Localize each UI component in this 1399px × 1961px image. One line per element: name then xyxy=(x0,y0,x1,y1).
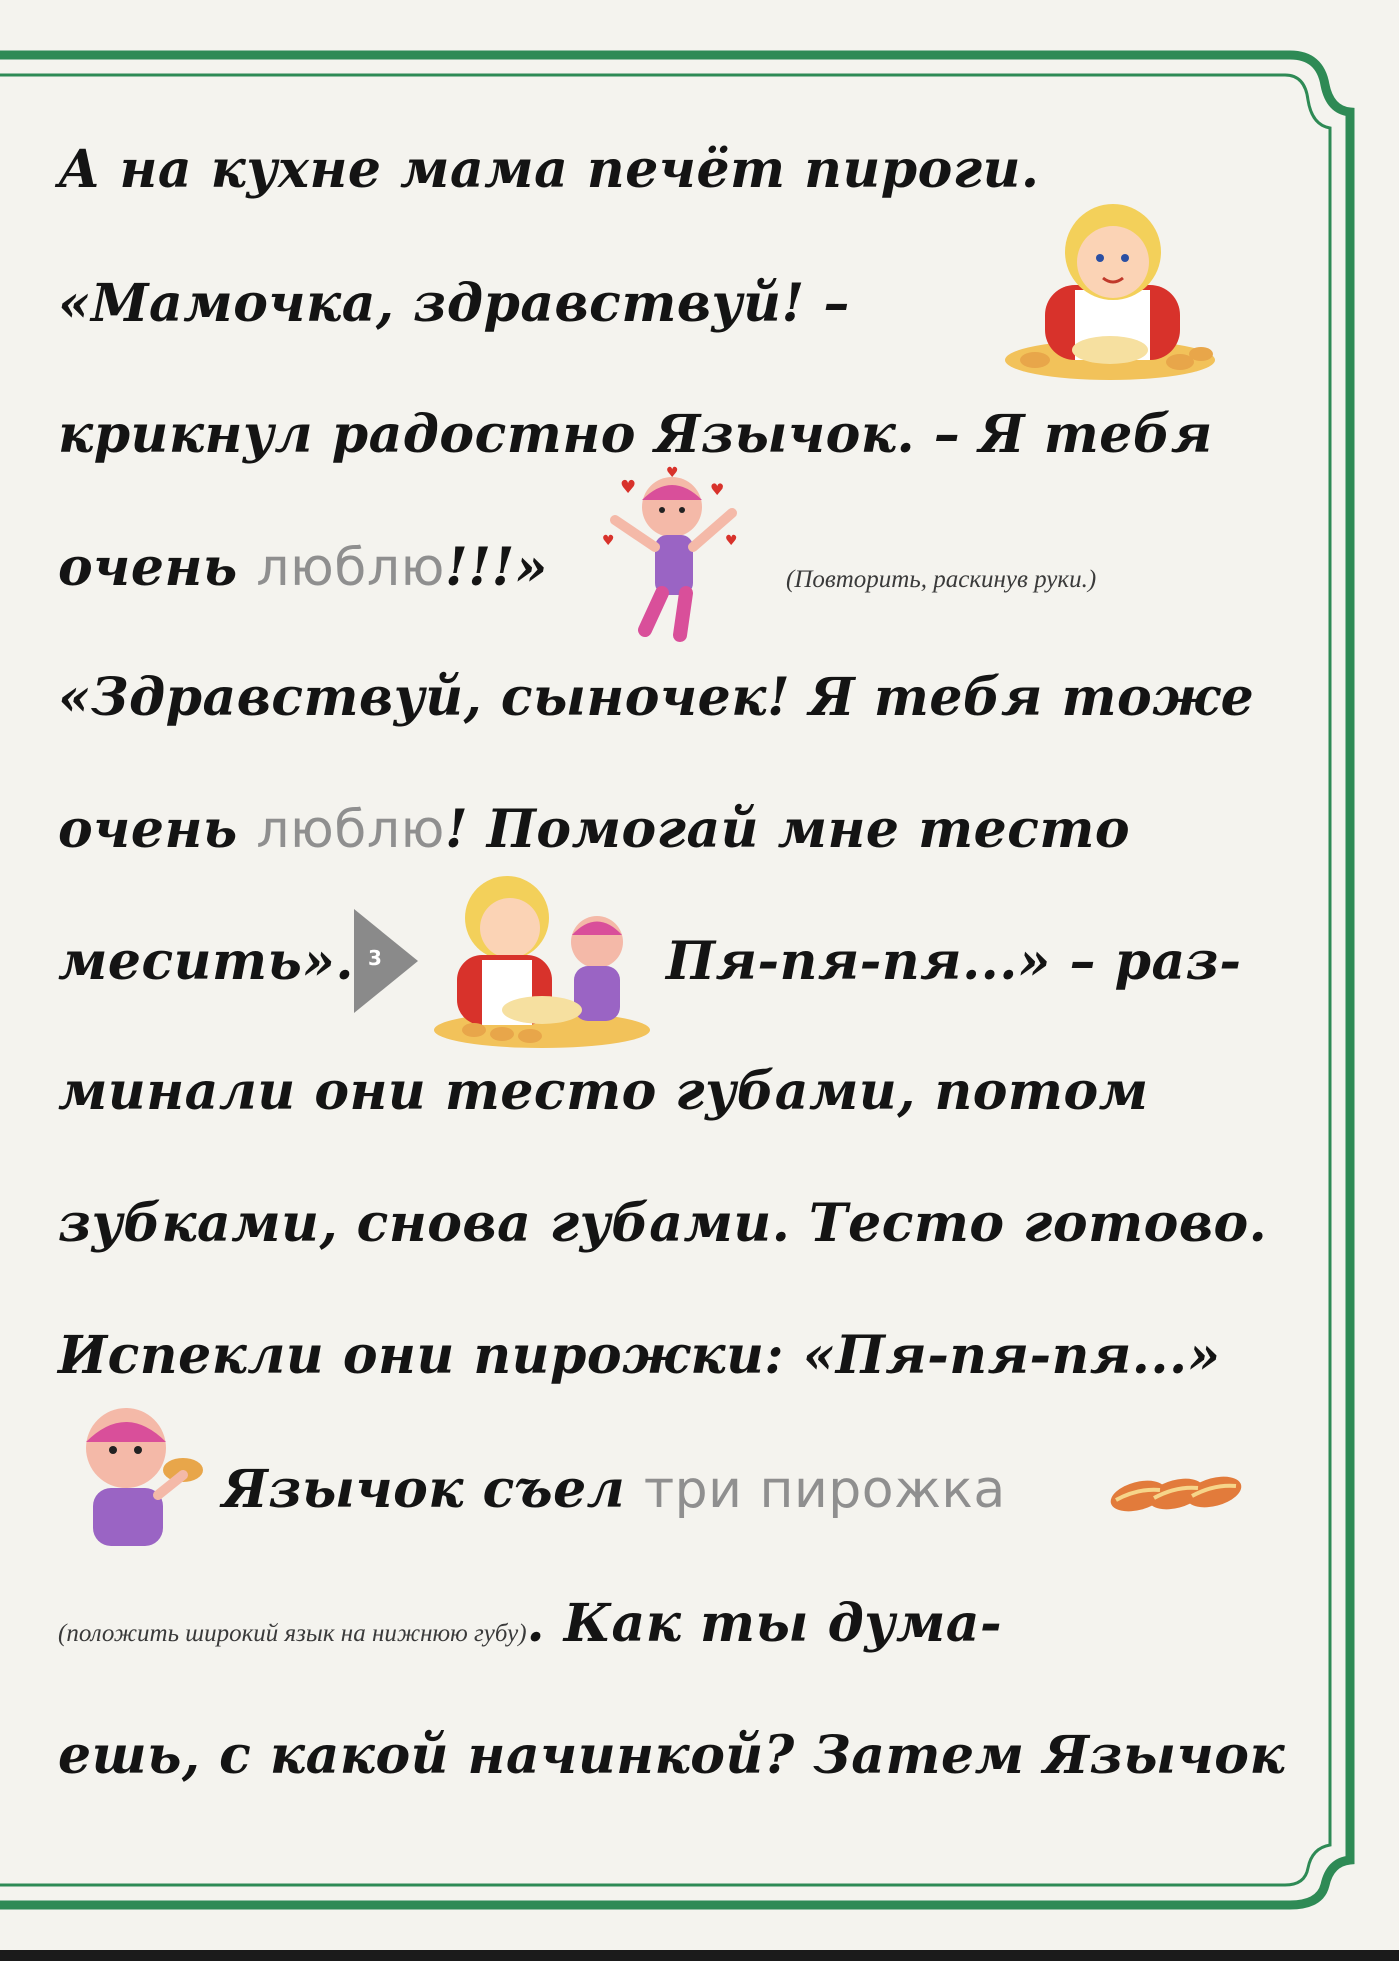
highlight-word: люблю xyxy=(256,538,445,598)
text-segment: месить». xyxy=(58,931,354,992)
text-line-3: крикнул радостно Язычок. – Я тебя xyxy=(58,404,1213,465)
instruction-note: (положить широкий язык на нижнюю губу) xyxy=(58,1620,527,1647)
highlight-word: три пирожка xyxy=(643,1460,1006,1520)
text-segment: !!!» xyxy=(444,537,548,598)
child-eating-pie-illustration xyxy=(58,1400,218,1550)
text-line-2: «Мамочка, здравствуй! – xyxy=(58,273,850,334)
text-segment: очень xyxy=(58,799,257,860)
text-line-10: Испекли они пирожки: «Пя-пя-пя...» xyxy=(58,1325,1221,1386)
audio-track-marker xyxy=(354,909,418,1013)
text-line-9: зубками, снова губами. Тесто готово. xyxy=(58,1193,1268,1254)
text-segment: . Как ты дума- xyxy=(526,1593,1003,1654)
text-segment: Пя-пя-пя...» – раз- xyxy=(666,931,1242,992)
text-segment: Язычок съел xyxy=(222,1459,644,1520)
text-segment: очень xyxy=(58,537,257,598)
text-line-5: «Здравствуй, сыночек! Я тебя тоже xyxy=(58,667,1255,728)
text-segment: ! Помогай мне тесто xyxy=(444,799,1131,860)
text-line-4 xyxy=(58,538,1339,598)
mom-and-child-kneading-illustration xyxy=(432,870,652,1050)
svg-text:♥: ♥ xyxy=(725,533,738,549)
text-line-13: ешь, с какой начинкой? Затем Язычок xyxy=(58,1725,1286,1786)
highlight-word: люблю xyxy=(256,800,445,860)
text-line-1: А на кухне мама печёт пироги. xyxy=(58,139,1040,200)
track-number: 3 xyxy=(368,946,382,970)
page-bottom-edge xyxy=(0,1950,1399,1961)
svg-text:♥: ♥ xyxy=(666,465,679,481)
text-line-7 xyxy=(58,932,1339,992)
instruction-note: (Повторить, раскинув руки.) xyxy=(786,566,1097,593)
svg-text:♥: ♥ xyxy=(620,477,637,498)
text-line-8: минали они тесто губами, потом xyxy=(58,1061,1149,1122)
svg-text:♥: ♥ xyxy=(602,533,615,549)
text-line-12 xyxy=(58,1594,1339,1664)
text-line-6 xyxy=(58,800,1339,860)
svg-text:♥: ♥ xyxy=(710,480,725,499)
three-pies-illustration xyxy=(1108,1466,1248,1522)
